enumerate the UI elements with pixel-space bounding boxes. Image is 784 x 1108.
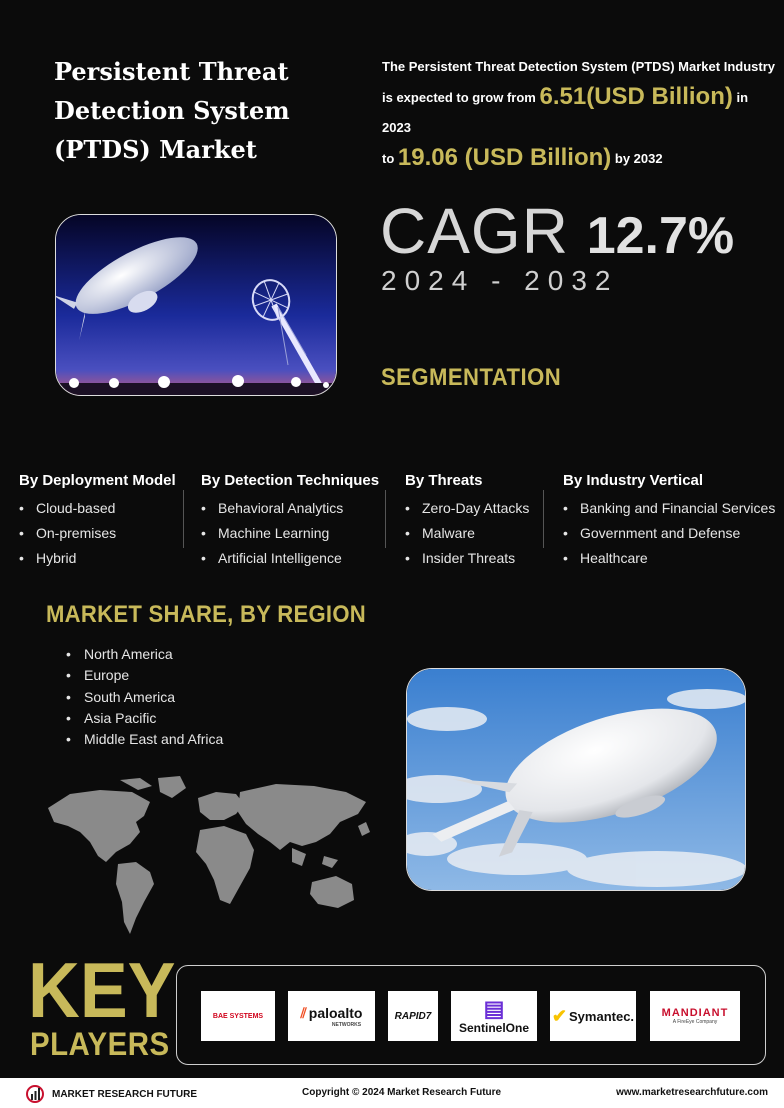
paloalto-mark-icon: ⫽ (300, 1004, 307, 1021)
footer-website-link[interactable]: www.marketresearchfuture.com (616, 1087, 768, 1098)
value-2032: 19.06 (USD Billion) (397, 144, 612, 171)
segment-item: • Artificial Intelligence (201, 546, 379, 571)
segment-item: • Cloud-based (19, 496, 176, 521)
players-heading: PLAYERS (30, 1026, 170, 1062)
segment-title: By Threats (405, 472, 483, 489)
cagr-block (380, 196, 734, 271)
page-title: Persistent Threat Detection System (PTDS) Market (54, 57, 290, 164)
bae-systems-logo: BAE SYSTEMS (201, 991, 275, 1041)
segment-title: By Detection Techniques (201, 472, 380, 489)
key-heading: KEY (28, 946, 176, 1034)
region-list (66, 644, 223, 750)
region-item: • Europe (66, 665, 223, 686)
region-item: • South America (66, 687, 223, 708)
segmentation-heading: SEGMENTATION (381, 364, 562, 391)
segment-threats (405, 472, 529, 571)
segment-item: • Banking and Financial Services (563, 496, 775, 521)
value-2023: 6.51(USD Billion) (539, 83, 733, 110)
footer-copyright: Copyright © 2024 Market Research Future (302, 1087, 502, 1098)
segment-divider (385, 490, 386, 548)
segment-title: By Industry Vertical (563, 472, 704, 489)
world-map-icon (40, 772, 375, 945)
segment-item: • Insider Threats (405, 546, 529, 571)
footer (0, 1078, 784, 1108)
segment-item: • On-premises (19, 521, 176, 546)
segment-divider (543, 490, 544, 548)
symantec-logo: ✔ Symantec. (550, 991, 636, 1041)
segment-divider (183, 490, 184, 548)
segment-item: • Government and Defense (563, 521, 775, 546)
mandiant-logo: MANDIANT A FireEye Company (650, 991, 740, 1041)
segment-industry-vertical (563, 472, 775, 571)
aerostat-night-photo (55, 214, 337, 396)
market-intro (382, 52, 777, 174)
region-item: • Middle East and Africa (66, 729, 223, 750)
sentinelone-logo: ▤ SentinelOne (451, 991, 537, 1041)
segment-item: • Machine Learning (201, 521, 379, 546)
intro-line-3-post: by 2032 (611, 151, 663, 166)
region-item: • Asia Pacific (66, 708, 223, 729)
intro-line-3-pre: to (382, 151, 398, 166)
segment-item: • Healthcare (563, 546, 775, 571)
region-item: • North America (66, 644, 223, 665)
cagr-value: 12.7% (586, 207, 735, 265)
paloalto-logo: ⫽ paloalto NETWORKS (288, 991, 375, 1041)
segment-title: By Deployment Model (19, 472, 176, 489)
segment-detection-techniques (201, 472, 379, 571)
segment-item: • Behavioral Analytics (201, 496, 379, 521)
intro-line-1: The Persistent Threat Detection System (PTDS) Market Industry (382, 59, 775, 74)
segment-item: • Malware (405, 521, 529, 546)
rapid7-logo: RAPID7 (388, 991, 438, 1041)
aerostat-sky-photo (406, 668, 746, 891)
segment-item: • Zero-Day Attacks (405, 496, 529, 521)
cagr-years: 2024 - 2032 (381, 265, 619, 296)
footer-brand: MARKET RESEARCH FUTURE (26, 1085, 197, 1103)
intro-line-2-post: in 2023 (382, 90, 749, 135)
sentinelone-mark-icon: ▤ (483, 996, 505, 1021)
symantec-check-icon: ✔ (551, 1005, 568, 1026)
segment-deployment-model (19, 472, 176, 571)
intro-line-2-pre: is expected to grow from (382, 90, 540, 105)
region-heading: MARKET SHARE, BY REGION (46, 601, 367, 628)
mrf-logo-icon (26, 1085, 46, 1103)
segment-item: • Hybrid (19, 546, 176, 571)
cagr-label: CAGR (380, 195, 569, 267)
